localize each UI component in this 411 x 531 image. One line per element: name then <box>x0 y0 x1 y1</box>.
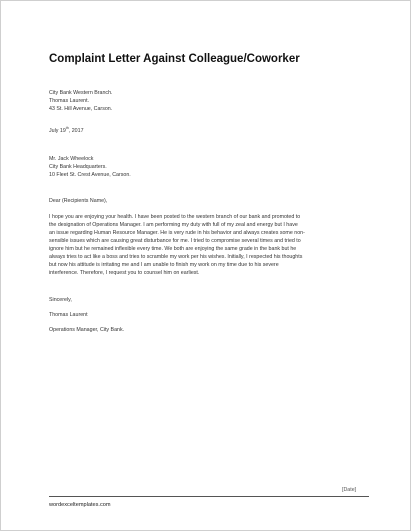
signer-name: Thomas Laurent <box>49 312 88 318</box>
body-line: I hope you are enjoying your health. I have been posted to the western branch of our bank and promoted to <box>49 214 301 220</box>
recipient-line: City Bank Headquarters. <box>49 164 107 170</box>
sender-line: Thomas Laurent. <box>49 98 90 104</box>
body-line: sensible issues which are causing great disturbance for me. I tried to compromise several times and tried to <box>49 238 301 244</box>
footer-divider <box>49 496 369 497</box>
letter-body <box>49 213 379 277</box>
letter-date <box>49 127 379 135</box>
body-line: interference. Therefore, I request you to counsel him on earliest. <box>49 270 200 276</box>
sender-address <box>49 89 379 113</box>
recipient-address <box>49 155 379 179</box>
sender-line: City Bank Western Branch. <box>49 90 113 96</box>
date-suffix: th <box>65 126 69 131</box>
body-line: an issue regarding Human Resource Manager. He is very rude in his behavior and always creates some non- <box>49 230 305 236</box>
body-line: ignore him but he remained inflexible every time. We both are enjoying the same grade in the bank but he <box>49 246 297 252</box>
sender-line: 43 St. Hill Avenue, Carson. <box>49 106 113 112</box>
date-month-day: July 19 <box>49 128 66 134</box>
recipient-line: Mr. Jack Wheelock <box>49 156 94 162</box>
letter-title: Complaint Letter Against Colleague/Coworker <box>49 53 300 65</box>
body-line: always tries to act like a boss and tries to scramble my work per his wishes. Initially, I respected his thoughts <box>49 254 303 260</box>
footer-date-placeholder: [Date] <box>342 487 357 493</box>
body-line: the designation of Operations Manager. I am performing my duty with full of my zeal and energy but I have <box>49 222 298 228</box>
closing: Sincerely, <box>49 297 72 303</box>
date-year: , 2017 <box>68 128 84 134</box>
salutation: Dear (Recipients Name), <box>49 198 108 204</box>
recipient-line: 10 Fleet St. Crest Avenue, Carson. <box>49 172 131 178</box>
signer-title: Operations Manager, City Bank. <box>49 327 125 333</box>
footer-website: wordexceltemplates.com <box>49 502 111 508</box>
body-line: but now his attitude is irritating me and I am unable to finish my work on my time due to his severe <box>49 262 279 268</box>
